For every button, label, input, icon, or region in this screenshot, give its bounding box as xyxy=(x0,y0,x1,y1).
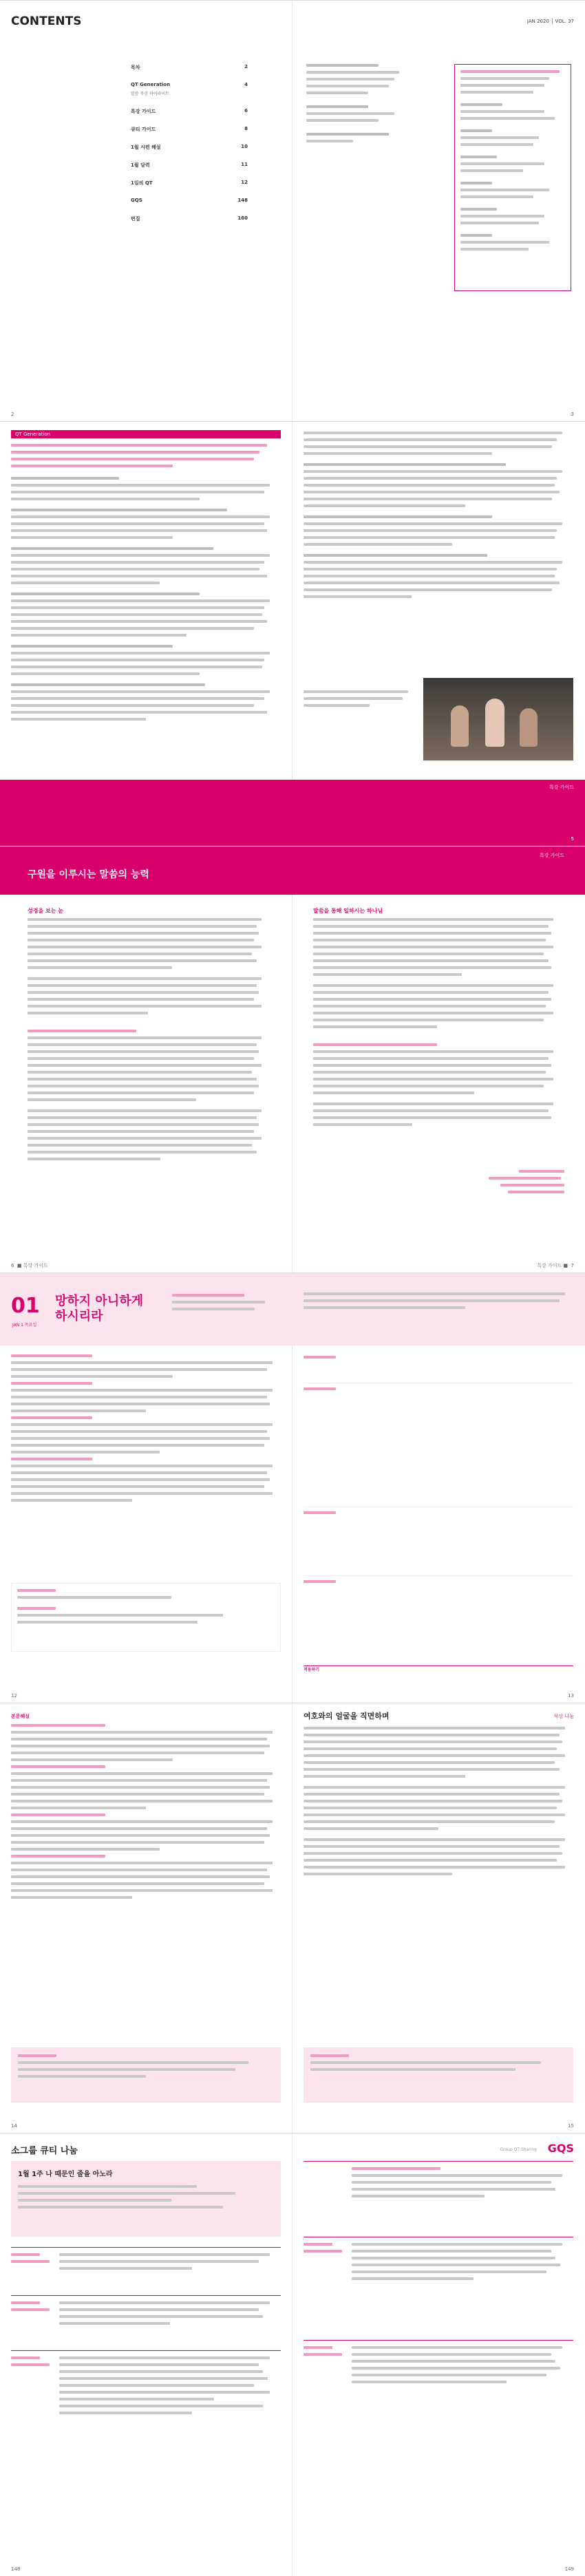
spread-gqs xyxy=(0,2133,585,2576)
page-day-right xyxy=(292,1273,585,1703)
toc-detail-box xyxy=(454,64,571,291)
pull-quote xyxy=(489,1170,564,1197)
page-number: 15 xyxy=(568,2123,574,2129)
bottom-band xyxy=(292,780,585,846)
meditation-body xyxy=(304,1727,573,1880)
gqs-subtitle: Group QT Sharing xyxy=(500,2147,537,2152)
meditation-tag: 묵상 나눔 xyxy=(553,1714,574,1719)
intro-text xyxy=(11,444,281,471)
page-number: 2 xyxy=(11,412,14,417)
page-day-left xyxy=(0,1273,292,1703)
page-number: 148 xyxy=(11,2566,21,2572)
band-title: 구원을 이루시는 말씀의 능력 xyxy=(28,869,149,880)
page-number: 5 xyxy=(571,836,574,842)
page-lecture-right xyxy=(292,895,585,1273)
gqs-rows-right xyxy=(304,2161,573,2457)
toc-item[interactable]: 1일의 QT 12 xyxy=(131,180,248,186)
header-text xyxy=(304,1292,573,1313)
page-number: 149 xyxy=(564,2566,574,2572)
writing-area xyxy=(304,1356,573,1659)
spread-qt-generation xyxy=(0,421,585,846)
page-number: 13 xyxy=(568,1693,574,1699)
bottom-band-left xyxy=(0,780,292,847)
page-number: 3 xyxy=(571,412,574,417)
toc-item[interactable]: QT Generation 4 xyxy=(131,82,248,87)
day-title: 망하지 아니하게 하시리라 xyxy=(55,1294,143,1323)
commentary-body xyxy=(11,1724,281,1903)
person-icon xyxy=(520,708,538,747)
contents-title: CONTENTS xyxy=(11,14,82,28)
day-header-right xyxy=(292,1273,585,1345)
group-photo xyxy=(423,678,573,760)
gqs-rows xyxy=(11,2247,281,2488)
toc-item[interactable]: 큐티 가이드 8 xyxy=(131,126,248,132)
day-label: JAN 1 목요일 xyxy=(12,1323,37,1328)
toc-item[interactable]: 1월 시편 해설 10 xyxy=(131,144,248,150)
day-header xyxy=(0,1273,292,1345)
page-commentary-left xyxy=(0,1703,292,2133)
toc-item: 말씀 묵상 하이라이트 xyxy=(131,92,169,96)
page-commentary-right xyxy=(292,1703,585,2133)
day-number: 01 xyxy=(11,1294,40,1318)
lecture-body xyxy=(28,918,268,1164)
person-icon xyxy=(485,699,504,747)
page-qt-right xyxy=(292,422,585,846)
meditation-title: 여호와의 얼굴을 직면하며 xyxy=(304,1712,390,1721)
page-gqs-right xyxy=(292,2133,585,2576)
prayer-box xyxy=(11,2047,281,2103)
band-tag: 특강 가이드 xyxy=(549,785,574,790)
footer-label: 6 ■ 특강 가이드 xyxy=(11,1263,48,1268)
section-label: QT Generation xyxy=(15,432,51,437)
issue-label: JAN 2020 │ VOL. 37 xyxy=(526,19,574,24)
person-icon xyxy=(451,705,469,747)
page-gqs-left xyxy=(0,2133,292,2576)
toc-item[interactable]: 목차 2 xyxy=(131,64,248,70)
apply-bar: 적용하기 xyxy=(304,1665,573,1675)
spread-contents xyxy=(0,0,585,421)
spread-lecture-guide xyxy=(0,846,585,1273)
commentary-head: 본문해설 xyxy=(11,1714,30,1719)
toc-item[interactable]: GQS 148 xyxy=(131,198,248,203)
toc-list xyxy=(131,64,248,233)
spread-commentary xyxy=(0,1703,585,2133)
column-heading: 성경을 보는 눈 xyxy=(28,908,63,914)
gqs-logo: GQS xyxy=(547,2142,574,2155)
week-box xyxy=(11,2161,281,2237)
meditation-box xyxy=(304,2047,573,2103)
footer-label: 특강 가이드 ■ 7 xyxy=(537,1263,574,1268)
section-header-bar xyxy=(11,430,281,438)
gqs-title: 소그룹 큐티 나눔 xyxy=(11,2146,78,2156)
toc-item[interactable]: 편집 160 xyxy=(131,215,248,222)
photo-caption xyxy=(304,690,414,711)
interview-body xyxy=(11,477,281,725)
lecture-body-2 xyxy=(313,918,561,1130)
week-title: 1월 1주 나 때문인 줄을 아노라 xyxy=(18,2171,113,2178)
toc-detail-left xyxy=(306,64,410,147)
scripture-ref xyxy=(172,1294,275,1314)
title-band xyxy=(0,847,585,895)
page-contents-left xyxy=(0,1,292,421)
page-number: 12 xyxy=(11,1693,17,1699)
memo-box xyxy=(11,1583,281,1652)
spread-day-01 xyxy=(0,1273,585,1703)
page-number: 14 xyxy=(11,2123,17,2129)
column-heading: 말씀을 통해 일하시는 하나님 xyxy=(313,908,383,914)
interview-body-2 xyxy=(304,432,573,602)
toc-item[interactable]: 특강 가이드 6 xyxy=(131,108,248,114)
toc-item[interactable]: 1월 달력 11 xyxy=(131,162,248,168)
page-lecture-left xyxy=(0,895,292,1273)
band-tag: 특강 가이드 xyxy=(539,853,564,858)
page-contents-right xyxy=(292,1,585,421)
scripture-body xyxy=(11,1354,281,1506)
